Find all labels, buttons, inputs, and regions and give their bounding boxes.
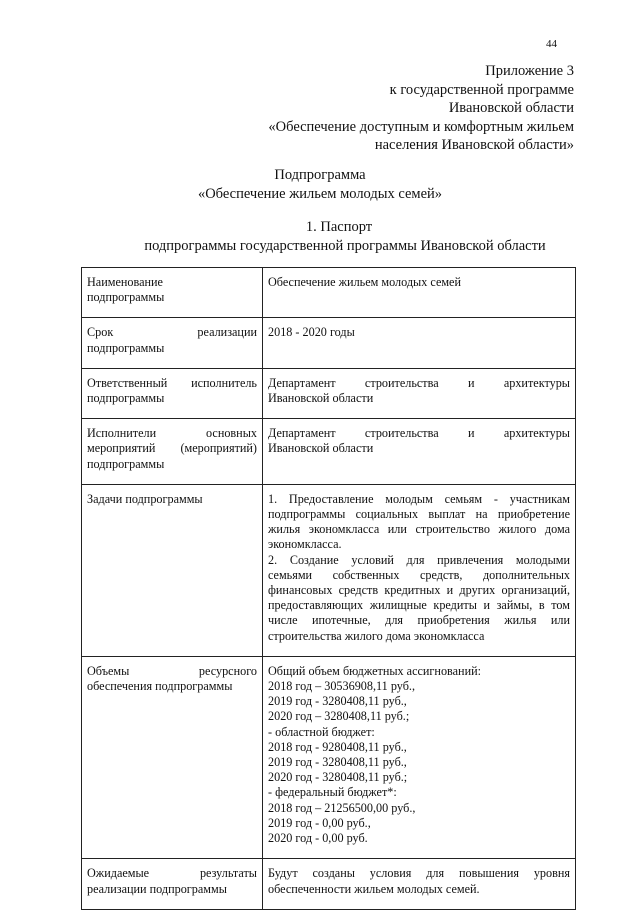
page-number: 44 [546, 38, 557, 50]
row-label-line: мероприятий (мероприятий) [87, 441, 257, 456]
row-value-line: предоставляющих жилищные кредиты и займы, в том [268, 598, 570, 613]
row-value-line: числе ипотечные, для приобретения жилья или [268, 613, 570, 628]
row-value-line: Департамент строительства и архитектуры [268, 426, 570, 441]
row-value-line: Общий объем бюджетных ассигнований: [268, 663, 481, 678]
row-value-line: 2018 год – 21256500,00 руб., [268, 800, 416, 815]
row-value-cell [263, 859, 576, 909]
appendix-line: Приложение 3 [485, 63, 574, 79]
row-value-line: финансовых средств кредитных и других организаций, [268, 583, 570, 598]
table-row [82, 484, 576, 656]
row-value-line: 2018 год - 9280408,11 руб., [268, 739, 407, 754]
subprogram-title: Подпрограмма [274, 167, 366, 183]
row-value-line: 2018 - 2020 годы [268, 325, 355, 340]
row-value-line: 2019 год - 0,00 руб., [268, 815, 371, 830]
row-value-line: 1. Предоставление молодым семьям - участникам [268, 491, 570, 506]
row-label-line: подпрограммы [87, 290, 165, 305]
appendix-line: к государственной программе [389, 81, 574, 98]
row-value-line: Ивановской области [268, 391, 374, 406]
table-row [82, 859, 576, 909]
table-row [82, 656, 576, 858]
table-row [82, 318, 576, 368]
row-label-line: Ответственный исполнитель [87, 375, 257, 390]
row-value-line: - федеральный бюджет*: [268, 785, 397, 800]
row-value-line: 2020 год - 3280408,11 руб.; [268, 770, 408, 785]
table-row [82, 419, 576, 485]
row-value-cell [263, 419, 576, 485]
row-label-cell [82, 859, 263, 909]
row-label-cell [82, 656, 263, 858]
row-label-cell [82, 368, 263, 418]
row-label-cell [82, 268, 263, 318]
row-label-line: подпрограммы [87, 456, 165, 471]
table-row [82, 368, 576, 418]
row-value-line: 2019 год - 3280408,11 руб., [268, 755, 407, 770]
row-label-line: подпрограммы [87, 391, 165, 406]
row-value-line: Департамент строительства и архитектуры [268, 375, 570, 390]
passport-table [81, 267, 576, 910]
row-value-line: 2019 год - 3280408,11 руб., [268, 694, 407, 709]
row-label-cell [82, 484, 263, 656]
row-label-line: реализации подпрограммы [87, 881, 227, 896]
row-value-cell [263, 268, 576, 318]
table-row [82, 268, 576, 318]
row-label-line: Срок реализации [87, 325, 257, 340]
row-value-line: жилья экономкласса или строительство жилого дома [268, 522, 570, 537]
row-value-line: семьями собственных средств, дополнительных [268, 567, 570, 582]
row-label-line: Ожидаемые результаты [87, 866, 257, 881]
row-value-line: 2020 год - 0,00 руб. [268, 831, 368, 846]
row-label-line: подпрограммы [87, 340, 165, 355]
appendix-line: населения Ивановской области» [374, 137, 574, 153]
appendix-line: «Обеспечение доступным и комфортным жильем [268, 118, 574, 135]
row-value-line: строительства жилого дома экономкласса [268, 628, 485, 643]
row-label-line: Наименование [87, 275, 163, 289]
row-value-line: экономкласса. [268, 537, 342, 552]
passport-subtitle: подпрограммы государственной программы Ивановской области [144, 237, 546, 254]
row-value-cell [263, 656, 576, 858]
row-label-line: Объемы ресурсного [87, 663, 257, 678]
passport-title: 1. Паспорт [305, 219, 373, 235]
row-value-line: Будут созданы условия для повышения уровня [268, 866, 570, 881]
row-label-cell [82, 318, 263, 368]
row-value-cell [263, 484, 576, 656]
row-value-line: 2018 год – 30536908,11 руб., [268, 679, 415, 694]
row-value-line: подпрограммы социальных выплат на приобретение [268, 507, 570, 522]
row-label-line: Задачи подпрограммы [87, 491, 203, 506]
row-value-line: 2. Создание условий для привлечения молодыми [268, 552, 570, 567]
row-value-line: Обеспечение жильем молодых семей [268, 275, 461, 289]
row-label-line: обеспечения подпрограммы [87, 679, 233, 694]
passport-table-body [82, 268, 576, 910]
row-label-line: Исполнители основных [87, 426, 257, 441]
row-value-line: - областной бюджет: [268, 724, 375, 739]
row-value-line: обеспеченности жильем молодых семей. [268, 881, 480, 896]
row-value-line: Ивановской области [268, 441, 374, 456]
row-value-cell [263, 318, 576, 368]
row-value-line: 2020 год – 3280408,11 руб.; [268, 709, 410, 724]
row-label-cell [82, 419, 263, 485]
appendix-line: Ивановской области [448, 100, 574, 116]
subprogram-heading [0, 166, 640, 203]
row-value-cell [263, 368, 576, 418]
appendix-header [154, 62, 574, 155]
passport-heading [0, 218, 640, 255]
subprogram-name: «Обеспечение жильем молодых семей» [197, 185, 443, 202]
